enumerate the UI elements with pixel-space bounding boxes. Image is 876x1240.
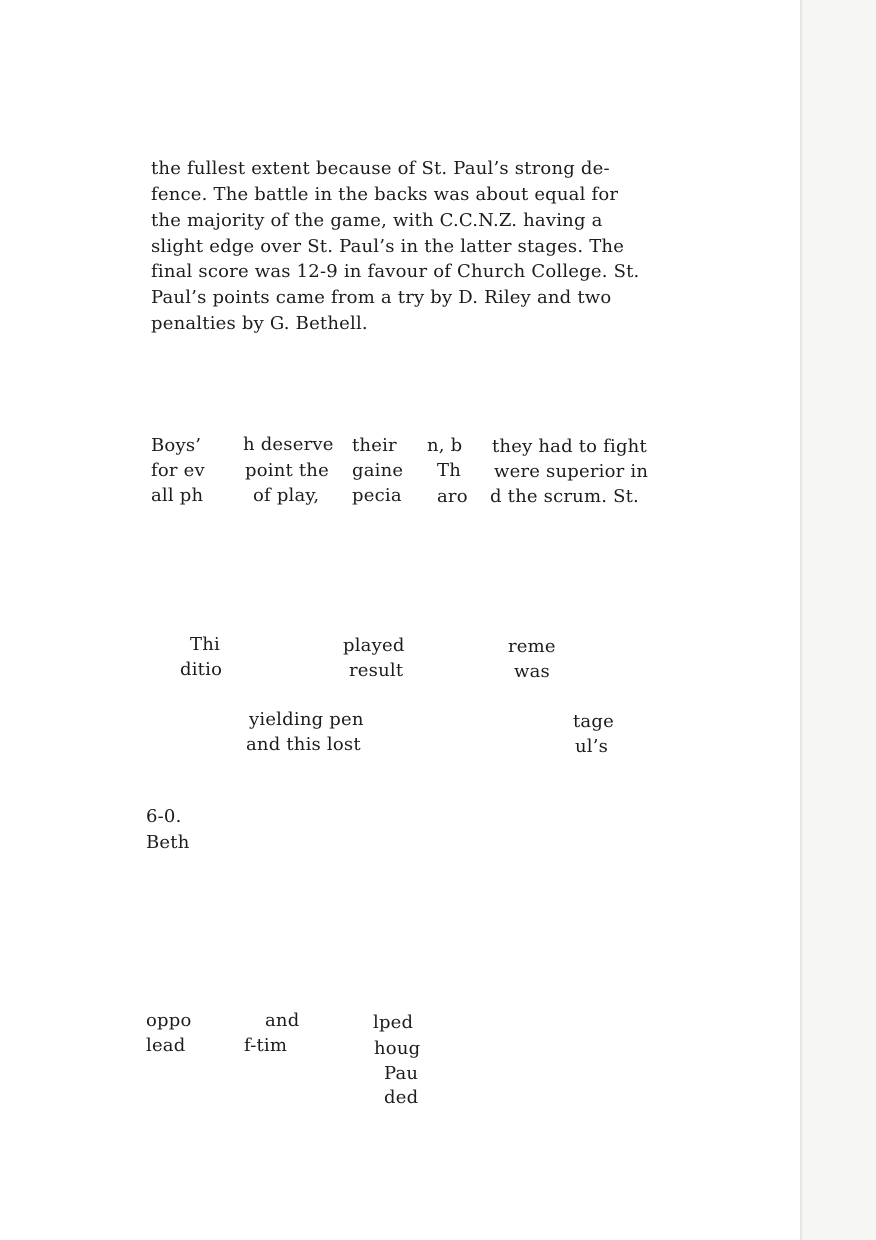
text-fragment: reme — [508, 636, 556, 657]
text-fragment: ditio — [180, 659, 223, 680]
text-fragment: lead — [146, 1035, 186, 1056]
text-fragment: Pau — [384, 1063, 419, 1084]
text-fragment: f-tim — [244, 1035, 288, 1056]
paragraph-line: final score was 12-9 in favour of Church College. St. — [151, 261, 640, 282]
paragraph-line: slight edge over St. Paul’s in the latter stages. The — [151, 236, 625, 257]
text-fragment: yielding pen — [249, 709, 364, 730]
text-fragment: their — [352, 435, 397, 456]
text-fragment: gaine — [352, 460, 404, 481]
text-fragment: houg — [374, 1038, 421, 1059]
text-fragment: ul’s — [575, 736, 609, 757]
paragraph-line: Paul’s points came from a try by D. Riley and two — [151, 287, 612, 308]
text-fragment: played — [343, 635, 405, 656]
text-fragment: were superior in — [494, 461, 649, 482]
text-fragment: Thi — [190, 634, 220, 655]
text-fragment: they had to fight — [492, 436, 647, 457]
text-fragment: tage — [573, 711, 614, 732]
scan-margin — [802, 0, 876, 1240]
text-fragment: for ev — [151, 460, 205, 481]
paragraph-line: fence. The battle in the backs was about equal for — [151, 184, 619, 205]
paragraph-line: the fullest extent because of St. Paul’s strong de- — [151, 158, 610, 179]
paragraph-line: penalties by G. Bethell. — [151, 313, 368, 334]
text-fragment: and — [265, 1010, 300, 1031]
text-fragment: all ph — [151, 485, 204, 506]
text-fragment: n, b — [427, 435, 463, 456]
text-fragment: Beth — [146, 832, 190, 853]
text-fragment: of play, — [253, 485, 320, 506]
text-fragment: aro — [437, 486, 468, 507]
text-fragment: result — [349, 660, 404, 681]
text-fragment: 6-0. — [146, 806, 182, 827]
text-fragment: d the scrum. St. — [490, 486, 639, 507]
text-fragment: ded — [384, 1087, 419, 1108]
paragraph-line: the majority of the game, with C.C.N.Z. having a — [151, 210, 603, 231]
text-fragment: Th — [437, 460, 461, 481]
text-fragment: pecia — [352, 485, 402, 506]
text-fragment: point the — [245, 460, 329, 481]
text-fragment: h deserve — [243, 434, 334, 455]
text-fragment: lped — [373, 1012, 414, 1033]
text-fragment: was — [514, 661, 550, 682]
text-fragment: oppo — [146, 1010, 192, 1031]
text-fragment: and this lost — [246, 734, 361, 755]
text-fragment: Boys’ — [151, 435, 202, 456]
